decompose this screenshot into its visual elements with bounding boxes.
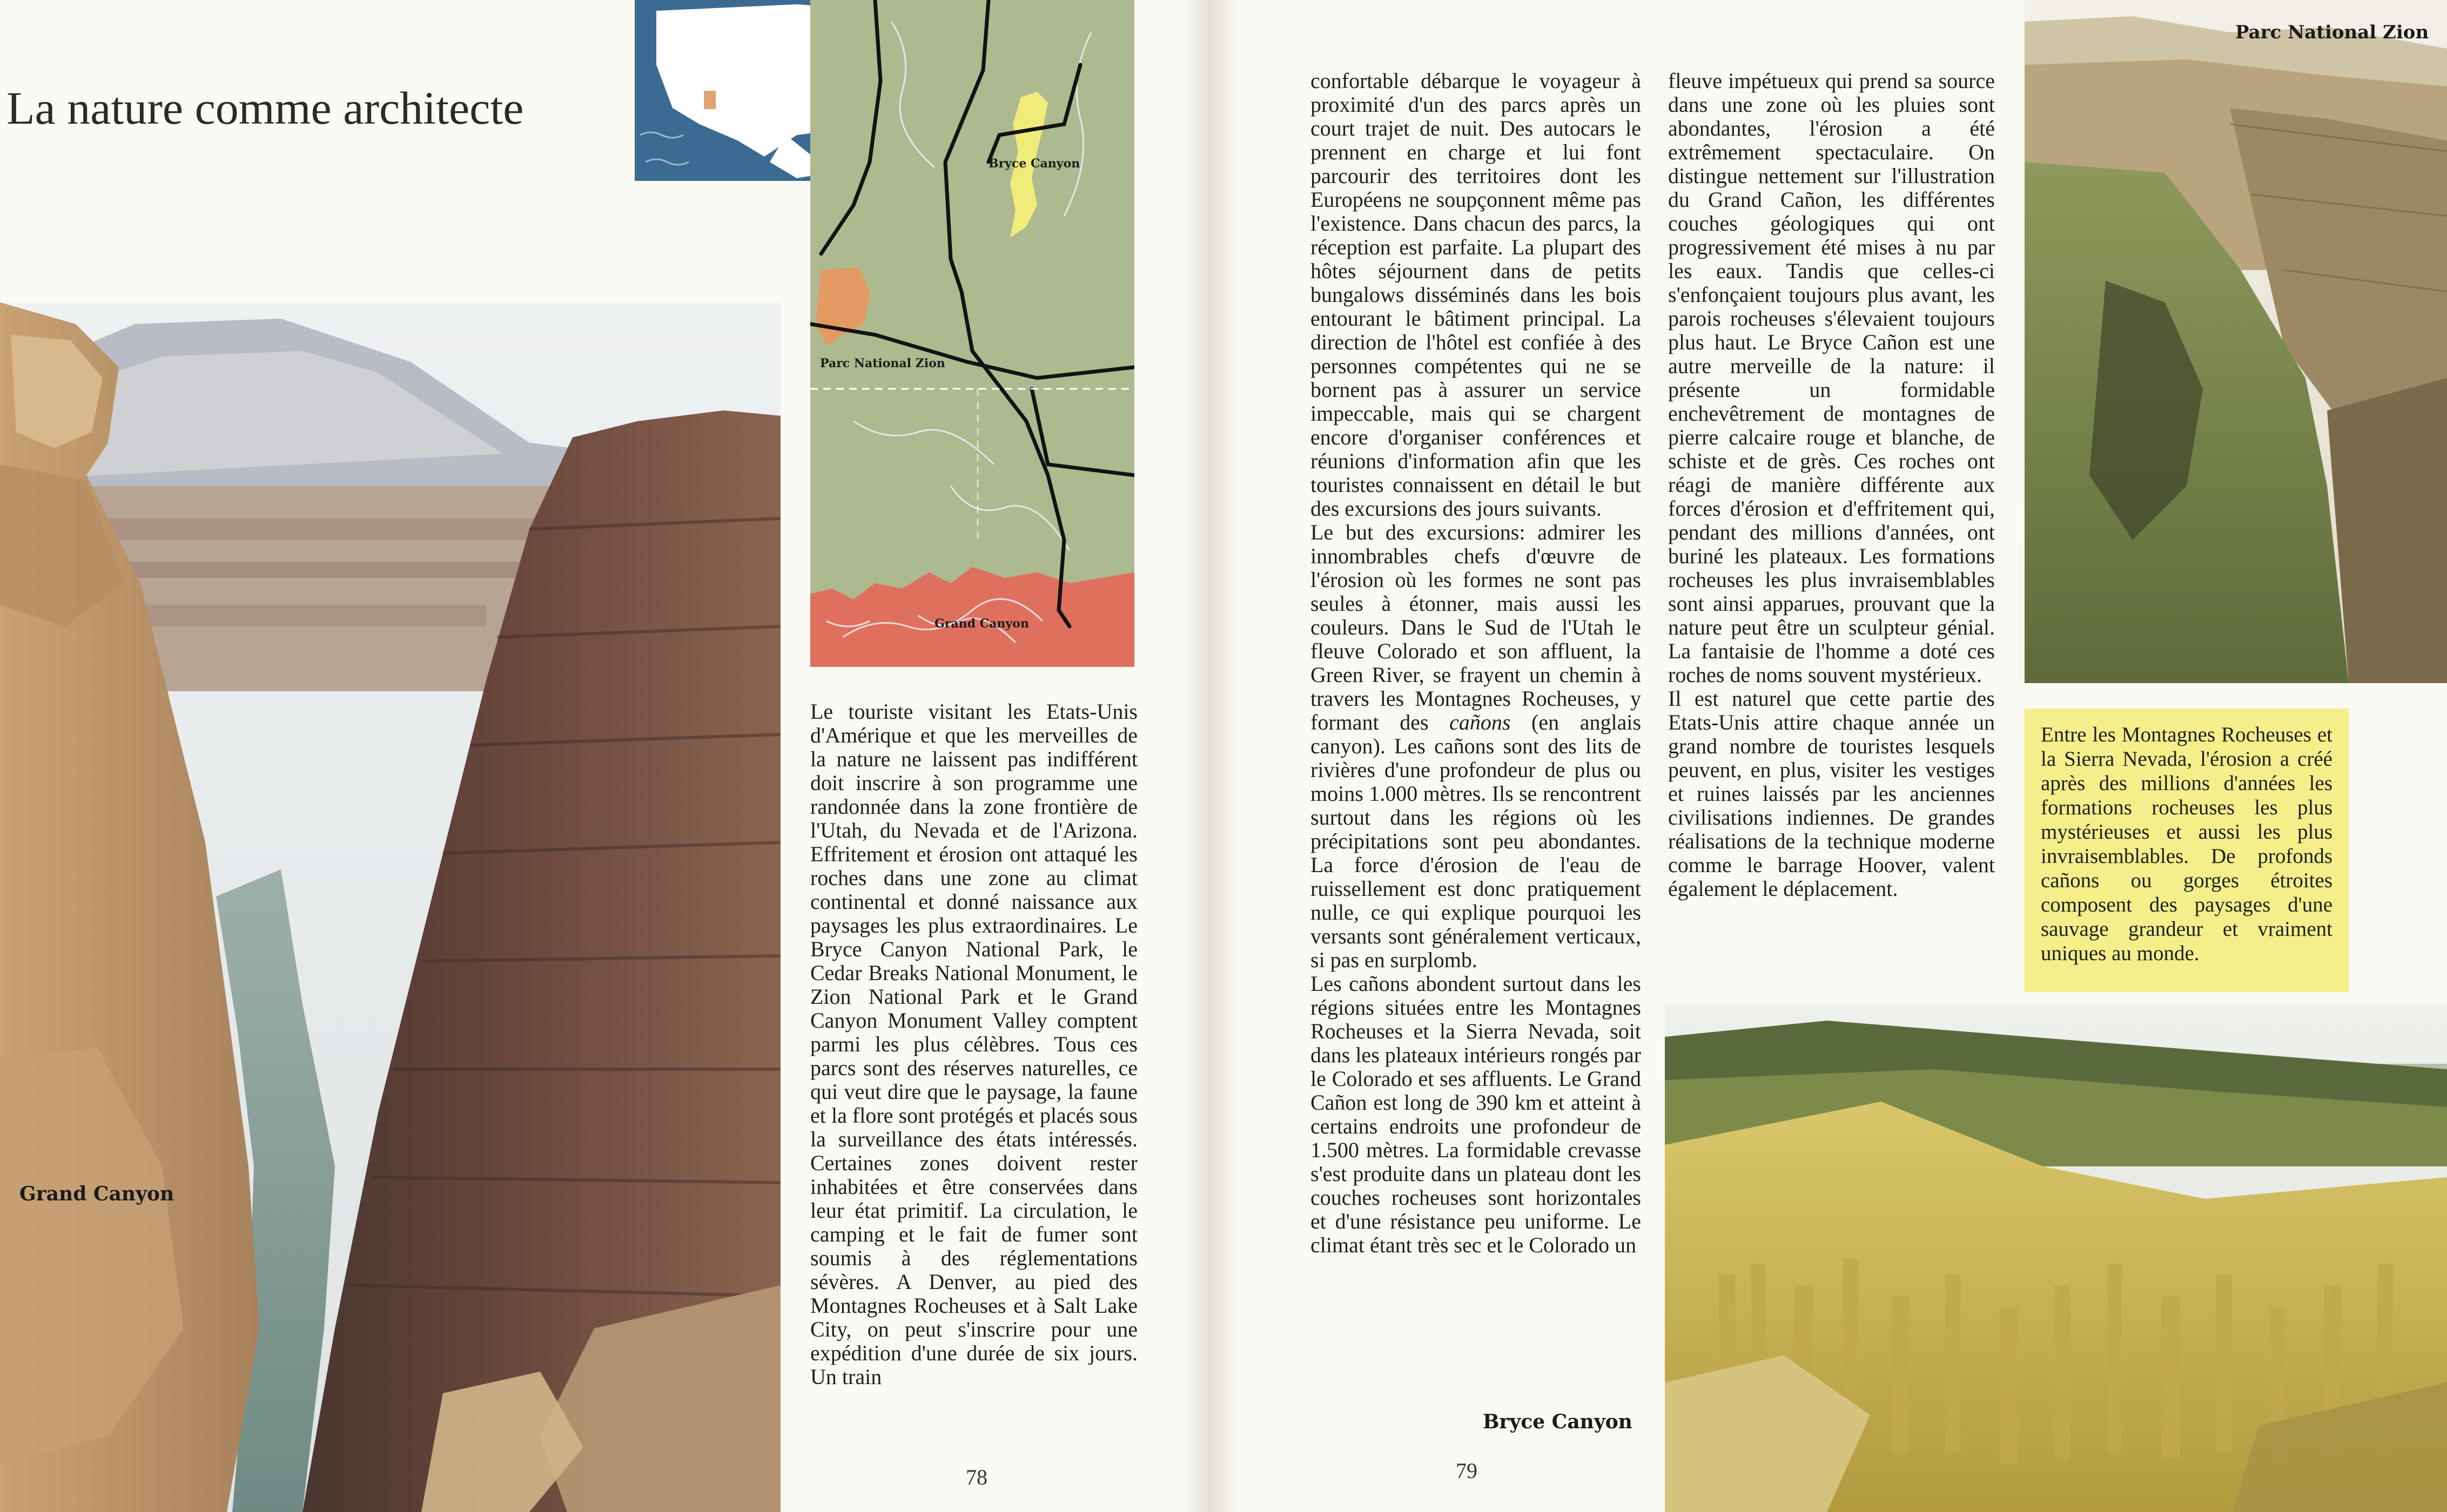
grand-canyon-illustration <box>0 302 781 1512</box>
grand-canyon-label: Grand Canyon <box>19 1183 174 1205</box>
regional-map-drawing <box>810 0 1134 667</box>
caption-box: Entre les Montagnes Rocheuses et la Sierra Nevada, l'érosion a créé après des millions d'années les formations rocheuses les plus mystérieuses et aussi les plus invraisemblables. De profonds cañons ou gorges étroites composent des paysages d'une sauvage grandeur et vraiment uniques au monde. <box>2025 708 2349 992</box>
cannons-italic: cañons <box>1449 710 1511 734</box>
col1-paragraph-3: Les cañons abondent surtout dans les régions situées entre les Montagnes Rocheuses et la Sierra Nevada, soit dans les plateaux intérieurs rongés par le Colorado et ses affluents. Le Grand Cañon est long de 390 km et atteint à certains endroits une profondeur de 1.500 mètres. La formidable crevasse s'est produite dans un plateau dont les couches rocheuses sont horizontales et d'une résistance peu uniforme. Le climat étant très sec et le Colorado un <box>1310 971 1642 1257</box>
col2-paragraph-1: fleuve impétueux qui prend sa source dans une zone où les pluies sont abondantes, l'érosion a été extrêmement spectaculaire. On distingue nettement sur l'illustration du Grand Cañon, les différentes couches géologiques qui ont progressivement été mises à nu par les eaux. Tandis que celles-ci s'enfonçaient toujours plus avant, les parois rocheuses s'élevaient toujours plus haut. Le Bryce Cañon est une autre merveille de la nature: il présente un formidable enchevêtrement de montagnes de pierre calcaire rouge et blanche, de schiste et de grès. Ces roches ont réagi de manière différente aux forces d'érosion et d'effritement qui, pendant des millions d'années, ont buriné les plateaux. Les formations rocheuses les plus invraisemblables sont ainsi apparues, prouvant que la nature peut être un sculpteur génial. La fantaisie de l'homme a doté ces roches de noms souvent mystérieux. <box>1668 69 1995 687</box>
map-label-bryce-canyon: Bryce Canyon <box>989 157 1080 171</box>
zion-label: Parc National Zion <box>2235 22 2429 43</box>
col1-p2-end: (en anglais canyon). Les cañons sont des lits de rivières d'une profondeur de plus ou moins 1.000 mètres. Ils se rencontrent surtout dans les régions où les précipitations sont peu abondantes. La force d'érosion de l'eau de ruissellement est donc pratiquement nulle, ce qui explique pourquoi les versants sont généralement verticaux, si pas en surplomb. <box>1310 710 1642 972</box>
page-number-79: 79 <box>1456 1459 1477 1483</box>
map-label-zion: Parc National Zion <box>820 356 945 370</box>
grand-canyon-painting <box>0 302 781 1512</box>
page-title: La nature comme architecte <box>6 82 524 134</box>
book-gutter <box>1180 0 1240 1512</box>
map-label-grand-canyon: Grand Canyon <box>935 617 1029 631</box>
zion-illustration <box>2025 0 2447 683</box>
left-body-text: Le touriste visitant les Etats-Unis d'Amérique et que les merveilles de la nature ne laissent pas indifférent doit inscrire à son programme une randonnée dans la zone frontière de l'Utah, du Nevada et de l'Arizona. Effritement et érosion ont attaqué les roches dans une zone au climat continental et donné naissance aux paysages les plus extraordinaires. Le Bryce Canyon National Park, le Cedar Breaks National Monument, le Zion National Park et le Grand Canyon Monument Valley comptent parmi les plus célèbres. Tous ces parcs sont des réserves naturelles, ce qui veut dire que le paysage, la faune et la flore sont protégés et placés sous la surveillance des états intéressés. Certaines zones doivent rester inhabitées et être conservées dans leur état primitif. La circulation, le camping et le fait de fumer sont soumis à des réglementations sévères. A Denver, au pied des Montagnes Rocheuses et à Salt Lake City, on peut s'inscrire pour une expédition d'une durée de six jours. Un train <box>810 699 1138 1389</box>
right-column-1 <box>1310 69 1641 1257</box>
bryce-painting <box>1665 1004 2447 1512</box>
page-number-78: 78 <box>966 1465 987 1489</box>
regional-map <box>810 0 1134 667</box>
right-column-2 <box>1668 69 1995 901</box>
bryce-illustration <box>1665 1004 2447 1512</box>
col1-p2-start: Le but des excursions: admirer les innombrables chefs d'œuvre de l'érosion où les formes ne sont pas seules à étonner, mais aussi les couleurs. Dans le Sud de l'Utah le fleuve Colorado et son affluent, la Green River, se frayent un chemin à travers les Montagnes Rocheuses, y formant des <box>1310 520 1641 734</box>
zion-painting <box>2025 0 2447 683</box>
col1-paragraph-1: confortable débarque le voyageur à proximité d'un des parcs après un court trajet de nuit. Des autocars le prennent en charge et lui font parcourir des territoires dont les Européens ne soupçonnent même pas l'existence. Dans chacun des parcs, la réception est parfaite. La plupart des hôtes séjournent dans de petits bungalows disséminés dans les bois entourant le bâtiment principal. La direction de l'hôtel est confiée à des personnes compétentes qui ne se bornent pas à assurer un service impeccable, mais qui se chargent encore d'organiser conférences et réunions d'information afin que les touristes connaissent en détail le but des excursions des jours suivants. <box>1310 69 1641 521</box>
col1-paragraph-2 <box>1310 521 1641 972</box>
bryce-label: Bryce Canyon <box>1483 1410 1632 1433</box>
col2-paragraph-2: Il est naturel que cette partie des Etats-Unis attire chaque année un grand nombre de touristes lesquels peuvent, en plus, visiter les vestiges et ruines laissés par les anciennes civilisations indiennes. De grandes réalisations de la technique moderne comme le barrage Hoover, valent également le déplacement. <box>1668 686 1995 901</box>
